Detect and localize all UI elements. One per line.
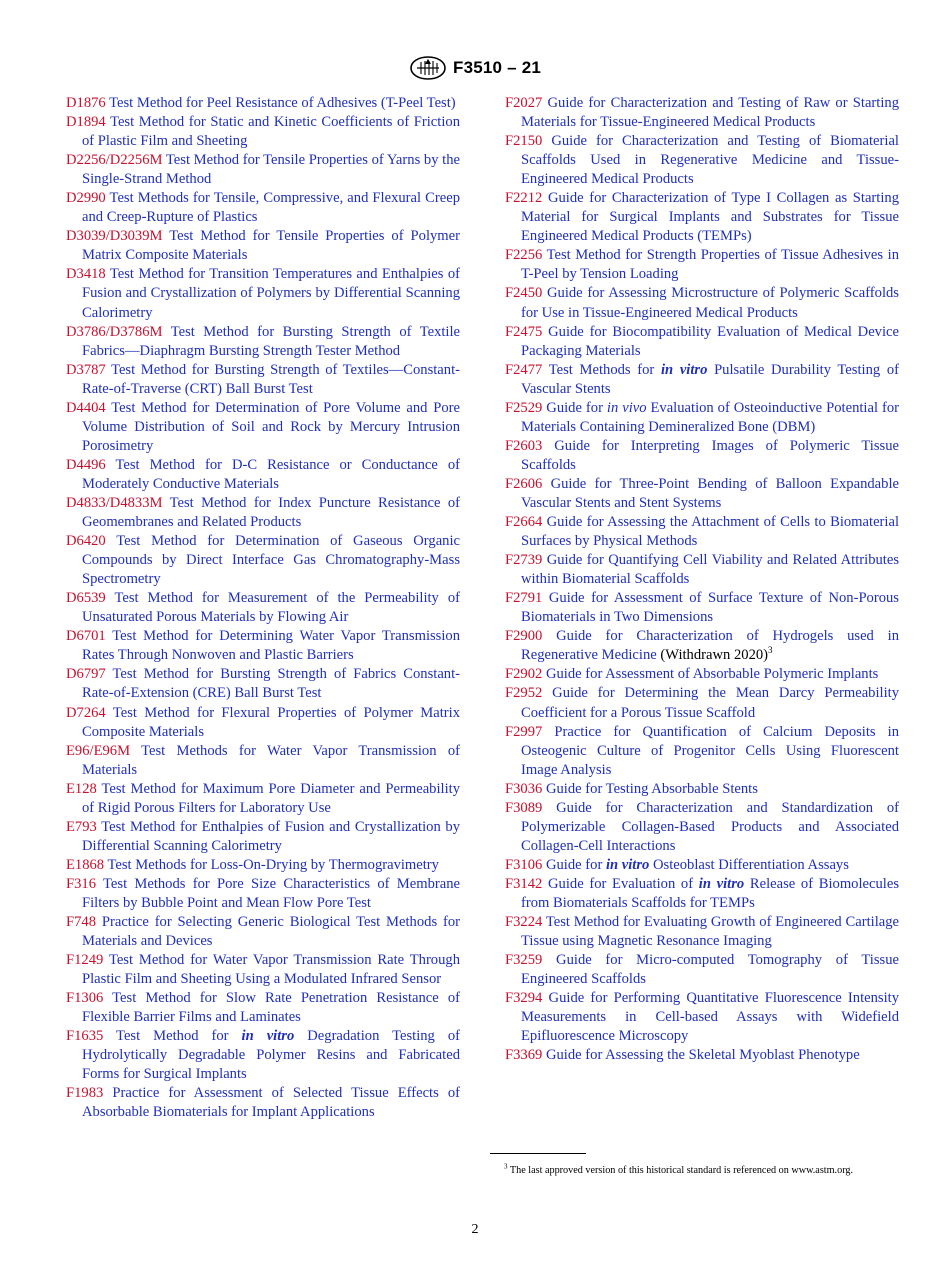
title-emphasis: in vitro bbox=[660, 361, 708, 378]
standard-title-link[interactable]: Test Method for Measurement of the Permeability of Unsaturated Porous Materials by Flowing Air bbox=[82, 590, 460, 626]
standard-title-link[interactable] bbox=[521, 400, 899, 435]
withdrawn-note: (Withdrawn 2020) bbox=[656, 647, 769, 664]
reference-entry bbox=[505, 132, 899, 189]
standard-title-link[interactable]: Test Method for Tensile Properties of Polymer Matrix Composite Materials bbox=[82, 228, 460, 264]
reference-entry bbox=[505, 589, 899, 627]
reference-entry bbox=[66, 875, 460, 913]
title-part: Release of Biomolecules from Biomaterials Scaffolds for TEMPs bbox=[521, 875, 900, 911]
reference-entry bbox=[505, 513, 899, 551]
reference-entry bbox=[66, 818, 460, 856]
reference-entry bbox=[505, 856, 899, 875]
standard-title-link[interactable]: Guide for Assessing Microstructure of Polymeric Scaffolds for Use in Tissue-Engineered Medical Products bbox=[521, 285, 899, 321]
reference-entry bbox=[66, 532, 460, 589]
standard-title-link[interactable]: Guide for Determining the Mean Darcy Permeability Coefficient for a Porous Tissue Scaffold bbox=[521, 685, 899, 721]
reference-entry bbox=[66, 265, 460, 322]
title-part: Pulsatile Durability Testing of Vascular Stents bbox=[521, 361, 899, 397]
reference-entry bbox=[66, 227, 460, 265]
standard-designation-link[interactable]: F2739 bbox=[505, 552, 543, 569]
reference-entry bbox=[66, 989, 460, 1027]
reference-entry bbox=[505, 284, 899, 322]
title-part: Guide for Evaluation of bbox=[548, 875, 699, 892]
standard-title-link[interactable]: Test Method for Static and Kinetic Coefficients of Friction of Plastic Film and Sheeting bbox=[82, 114, 460, 150]
reference-entry bbox=[505, 780, 899, 799]
reference-entry bbox=[66, 627, 460, 665]
reference-entry bbox=[505, 551, 899, 589]
reference-entry bbox=[66, 1084, 460, 1122]
title-part: Degradation Testing of Hydrolytically Degradable Polymer Resins and Fabricated Forms for Surgical Implants bbox=[82, 1028, 461, 1083]
standard-title-link[interactable]: Test Method for Transition Temperatures and Enthalpies of Fusion and Crystallization of Polymers by Differential Scanning Calorimetry bbox=[82, 266, 460, 321]
standard-title-link[interactable]: Test Method for Water Vapor Transmission Rate Through Plastic Film and Sheeting Using a Modulated Infrared Sensor bbox=[82, 952, 460, 988]
reference-entry bbox=[66, 323, 460, 361]
standard-designation-link[interactable]: F2256 bbox=[505, 247, 543, 264]
standard-designation-link[interactable]: D4833/D4833M bbox=[66, 494, 163, 511]
standard-title-link[interactable]: Guide for Assessment of Surface Texture of Non-Porous Biomaterials in Two Dimensions bbox=[521, 590, 899, 626]
standard-title-link[interactable]: Guide for Assessment of Absorbable Polymeric Implants bbox=[545, 666, 879, 683]
standard-title-link[interactable]: Test Method for Bursting Strength of Textiles—Constant-Rate-of-Traverse (CRT) Ball Burst Test bbox=[82, 361, 460, 397]
standard-title-link[interactable]: Test Method for Bursting Strength of Fabrics Constant-Rate-of-Extension (CRE) Ball Burst Test bbox=[82, 666, 461, 702]
standard-title-link[interactable]: Practice for Quantification of Calcium Deposits in Osteogenic Culture of Progenitor Cells Using Fluorescent Image Analysis bbox=[521, 723, 899, 778]
reference-entry bbox=[505, 989, 899, 1046]
standard-title-link[interactable]: Practice for Selecting Generic Biological Test Methods for Materials and Devices bbox=[82, 914, 460, 950]
standard-title-link[interactable]: Test Method for Determining Water Vapor Transmission Rates Through Nonwoven and Plastic Barriers bbox=[82, 628, 460, 664]
standard-designation-link[interactable]: F748 bbox=[66, 914, 97, 931]
reference-entry bbox=[505, 723, 899, 780]
standard-designation-link[interactable]: F3369 bbox=[505, 1047, 543, 1064]
standard-title-link[interactable]: Test Method for Index Puncture Resistance of Geomembranes and Related Products bbox=[82, 494, 460, 531]
standard-title-link[interactable]: Guide for Characterization and Standardization of Polymerizable Collagen-Based Products and Associated Collagen-Cell Interactions bbox=[521, 799, 899, 854]
page-header bbox=[0, 56, 950, 85]
standard-title-link[interactable]: Guide for Testing Absorbable Stents bbox=[545, 780, 758, 797]
standard-title-link[interactable]: Guide for Three-Point Bending of Balloon Expandable Vascular Stents and Stent Systems bbox=[521, 475, 899, 511]
standard-designation-link[interactable]: D6420 bbox=[66, 533, 106, 550]
standard-title-link[interactable]: Guide for Interpreting Images of Polymeric Tissue Scaffolds bbox=[521, 437, 899, 473]
standard-title-link[interactable]: Guide for Performing Quantitative Fluorescence Intensity Measurements in Cell-based Assays with Widefield Epifluorescence Microscopy bbox=[521, 990, 899, 1045]
standard-title-link[interactable]: Guide for Characterization and Testing of Biomaterial Scaffolds Used in Regenerative Medicine and Tissue-Engineered Medical Products bbox=[521, 133, 899, 188]
title-part: Guide for bbox=[546, 399, 607, 416]
standard-designation-link[interactable]: F3224 bbox=[505, 914, 543, 931]
reference-entry bbox=[66, 742, 460, 780]
reference-entry bbox=[66, 494, 460, 532]
standard-title-link[interactable]: Guide for Characterization and Testing of Raw or Starting Materials for Tissue-Engineered Medical Products bbox=[521, 95, 899, 131]
reference-entry bbox=[505, 799, 899, 856]
standard-title-link[interactable] bbox=[546, 857, 849, 873]
standard-title-link[interactable]: Test Method for Tensile Properties of Yarns by the Single-Strand Method bbox=[82, 152, 460, 188]
standard-title-link[interactable]: Guide for Micro-computed Tomography of Tissue Engineered Scaffolds bbox=[521, 952, 899, 988]
standard-designation-link[interactable]: F2150 bbox=[505, 133, 543, 150]
footnote-reference[interactable]: 3 bbox=[768, 645, 773, 656]
standard-designation-link[interactable]: F3106 bbox=[505, 856, 543, 873]
reference-entry bbox=[66, 665, 460, 703]
reference-entry bbox=[505, 361, 899, 399]
reference-entry bbox=[66, 951, 460, 989]
standard-designation-link[interactable]: D1876 bbox=[66, 95, 106, 111]
footnote bbox=[490, 1163, 899, 1178]
standard-title-link[interactable]: Test Method for Strength Properties of Tissue Adhesives in T-Peel by Tension Loading bbox=[521, 247, 899, 283]
reference-entry bbox=[66, 1027, 460, 1084]
standard-designation-link[interactable]: F2900 bbox=[505, 628, 543, 645]
standard-designation-link[interactable]: D1894 bbox=[66, 114, 106, 131]
standard-designation-link[interactable]: F3259 bbox=[505, 952, 543, 969]
standard-designation-link[interactable]: F3089 bbox=[505, 799, 543, 816]
standard-title-link[interactable]: Test Methods for Pore Size Characteristics of Membrane Filters by Bubble Point and Mean Flow Pore Test bbox=[82, 875, 460, 911]
standard-designation-link[interactable]: F1635 bbox=[66, 1028, 104, 1045]
standard-title-link[interactable]: Guide for Characterization of Type I Collagen as Starting Material for Surgical Implants and Substrates for Tissue Engineered Medical Products (TEMPs) bbox=[521, 190, 899, 245]
standard-designation-link[interactable]: F2606 bbox=[505, 475, 543, 492]
reference-entry bbox=[66, 151, 460, 189]
standard-designation-link[interactable]: F2997 bbox=[505, 723, 543, 740]
reference-entry bbox=[505, 399, 899, 437]
reference-entry bbox=[505, 323, 899, 361]
reference-list-left bbox=[66, 94, 460, 1123]
standard-designation-link[interactable]: F2791 bbox=[505, 590, 543, 607]
standard-designation-link[interactable]: F2952 bbox=[505, 685, 543, 702]
astm-logo bbox=[409, 56, 447, 80]
standard-designation-link[interactable]: E96/E96M bbox=[66, 742, 131, 759]
standard-title-link[interactable]: Test Method for Bursting Strength of Textile Fabrics—Diaphragm Bursting Strength Tester Method bbox=[82, 323, 461, 359]
standard-designation-link[interactable]: D4496 bbox=[66, 456, 106, 473]
page-number: 2 bbox=[471, 1222, 479, 1237]
reference-entry bbox=[66, 399, 460, 456]
standard-title-link[interactable]: Guide for Assessing the Attachment of Cells to Biomaterial Surfaces by Physical Methods bbox=[521, 514, 899, 550]
standard-title-link[interactable]: Guide for Biocompatibility Evaluation of Medical Device Packaging Materials bbox=[521, 323, 899, 359]
standard-title-link[interactable]: Test Method for Evaluating Growth of Engineered Cartilage Tissue using Magnetic Resonance Imaging bbox=[521, 914, 899, 950]
standard-title-link[interactable]: Test Methods for Tensile, Compressive, and Flexural Creep and Creep-Rupture of Plastics bbox=[82, 190, 460, 226]
standard-title-link[interactable]: Test Method for D-C Resistance or Conductance of Moderately Conductive Materials bbox=[82, 456, 460, 492]
standard-designation-link[interactable]: F3036 bbox=[505, 780, 543, 797]
reference-entry bbox=[505, 913, 899, 951]
reference-entry bbox=[505, 665, 899, 684]
standard-title-link[interactable]: Test Method for Peel Resistance of Adhesives (T-Peel Test) bbox=[109, 95, 456, 111]
reference-entry bbox=[66, 361, 460, 399]
standard-designation-link[interactable]: D6539 bbox=[66, 590, 106, 607]
reference-entry bbox=[505, 684, 899, 722]
standard-designation-link[interactable]: F316 bbox=[66, 875, 97, 892]
title-emphasis: in vitro bbox=[241, 1028, 295, 1045]
reference-entry bbox=[66, 456, 460, 494]
footnote-text: The last approved version of this historical standard is referenced on www.astm.org. bbox=[509, 1165, 854, 1176]
standard-designation-link[interactable]: F3142 bbox=[505, 875, 543, 892]
title-part: Evaluation of Osteoinductive Potential for Materials Containing Demineralized Bone (DBM) bbox=[521, 399, 899, 435]
standard-title-link[interactable]: Test Method for Slow Rate Penetration Resistance of Flexible Barrier Films and Laminates bbox=[82, 990, 461, 1026]
reference-entry bbox=[505, 1046, 899, 1065]
standard-designation-link[interactable]: F2664 bbox=[505, 514, 543, 531]
document-designation: F3510 – 21 bbox=[452, 58, 541, 77]
standard-designation-link[interactable]: F2529 bbox=[505, 399, 543, 416]
standard-title-link[interactable] bbox=[82, 1028, 460, 1082]
reference-entry bbox=[66, 856, 460, 875]
reference-entry bbox=[66, 113, 460, 151]
standard-title-link[interactable] bbox=[521, 876, 899, 911]
reference-entry bbox=[66, 704, 460, 742]
standard-designation-link[interactable]: D2990 bbox=[66, 190, 106, 207]
standard-title-link[interactable]: Practice for Assessment of Selected Tissue Effects of Absorbable Biomaterials for Implant Applications bbox=[82, 1085, 460, 1121]
title-part: Test Methods for bbox=[548, 361, 661, 378]
standard-designation-link[interactable]: D6701 bbox=[66, 628, 106, 645]
standard-designation-link[interactable]: D3787 bbox=[66, 361, 106, 378]
standard-designation-link[interactable]: D3786/D3786M bbox=[66, 323, 163, 340]
title-emphasis: in vitro bbox=[698, 875, 745, 892]
standard-designation-link[interactable]: E1868 bbox=[66, 856, 105, 873]
reference-entry bbox=[505, 94, 899, 132]
title-italic: in vivo bbox=[606, 399, 647, 416]
standard-designation-link[interactable]: D3418 bbox=[66, 266, 106, 283]
standard-designation-link[interactable]: F2477 bbox=[505, 361, 543, 378]
standard-title-link[interactable]: Test Method for Determination of Gaseous Organic Compounds by Direct Interface Gas Chromatography-Mass Spectrometry bbox=[82, 533, 461, 588]
standard-designation-link[interactable]: F1983 bbox=[66, 1085, 104, 1102]
standard-designation-link[interactable]: F2603 bbox=[505, 437, 543, 454]
standard-designation-link[interactable]: F2475 bbox=[505, 323, 543, 340]
standard-title-link[interactable]: Test Method for Flexural Properties of Polymer Matrix Composite Materials bbox=[82, 704, 460, 740]
standard-designation-link[interactable]: D6797 bbox=[66, 666, 106, 683]
standard-designation-link[interactable]: D3039/D3039M bbox=[66, 228, 163, 245]
standard-title-link[interactable]: Test Method for Maximum Pore Diameter and Permeability of Rigid Porous Filters for Laboratory Use bbox=[82, 780, 460, 816]
reference-entry bbox=[505, 627, 899, 665]
reference-list-right bbox=[505, 94, 899, 1065]
reference-entry bbox=[505, 951, 899, 989]
reference-entry bbox=[505, 246, 899, 284]
footnote-divider bbox=[490, 1153, 586, 1154]
reference-entry bbox=[66, 94, 460, 113]
standard-title-link[interactable]: Test Method for Enthalpies of Fusion and Crystallization by Differential Scanning Calorimetry bbox=[82, 818, 460, 854]
reference-entry bbox=[505, 189, 899, 246]
reference-entry bbox=[505, 475, 899, 513]
standard-designation-link[interactable]: F2450 bbox=[505, 285, 543, 302]
standard-designation-link[interactable]: F3294 bbox=[505, 990, 543, 1007]
standard-title-link[interactable]: Test Methods for Water Vapor Transmission of Materials bbox=[82, 742, 460, 778]
reference-entry bbox=[66, 780, 460, 818]
title-part: Osteoblast Differentiation Assays bbox=[649, 856, 849, 873]
standard-title-link[interactable] bbox=[521, 362, 899, 397]
title-emphasis: in vitro bbox=[605, 856, 650, 873]
standard-designation-link[interactable]: F2902 bbox=[505, 666, 543, 683]
standard-title-link[interactable]: Test Methods for Loss-On-Drying by Thermogravimetry bbox=[107, 856, 439, 873]
title-part: Test Method for bbox=[116, 1028, 242, 1045]
standard-designation-link[interactable]: F1306 bbox=[66, 990, 104, 1007]
standard-designation-link[interactable]: D2256/D2256M bbox=[66, 152, 163, 169]
standard-designation-link[interactable]: D4404 bbox=[66, 399, 106, 416]
standard-title-link[interactable]: Test Method for Determination of Pore Volume and Pore Volume Distribution of Soil and Rock by Mercury Intrusion Porosimetry bbox=[82, 399, 460, 454]
reference-entry bbox=[66, 189, 460, 227]
standard-title-link[interactable]: Guide for Characterization of Hydrogels used in Regenerative Medicine bbox=[521, 628, 899, 664]
reference-entry bbox=[66, 589, 460, 627]
footnote-marker: 3 bbox=[504, 1162, 508, 1171]
standard-designation-link[interactable]: F2027 bbox=[505, 95, 543, 111]
standard-designation-link[interactable]: F2212 bbox=[505, 190, 543, 207]
title-part: Guide for bbox=[545, 856, 606, 873]
reference-entry bbox=[505, 437, 899, 475]
standard-designation-link[interactable]: E793 bbox=[66, 818, 97, 835]
standard-designation-link[interactable]: F1249 bbox=[66, 952, 104, 969]
reference-entry bbox=[66, 913, 460, 951]
reference-entry bbox=[505, 875, 899, 913]
standard-title-link[interactable]: Guide for Assessing the Skeletal Myoblast Phenotype bbox=[545, 1047, 860, 1064]
standard-designation-link[interactable]: D7264 bbox=[66, 704, 106, 721]
standard-title-link[interactable]: Guide for Quantifying Cell Viability and Related Attributes within Biomaterial Scaffolds bbox=[521, 552, 899, 588]
standard-designation-link[interactable]: E128 bbox=[66, 780, 97, 797]
